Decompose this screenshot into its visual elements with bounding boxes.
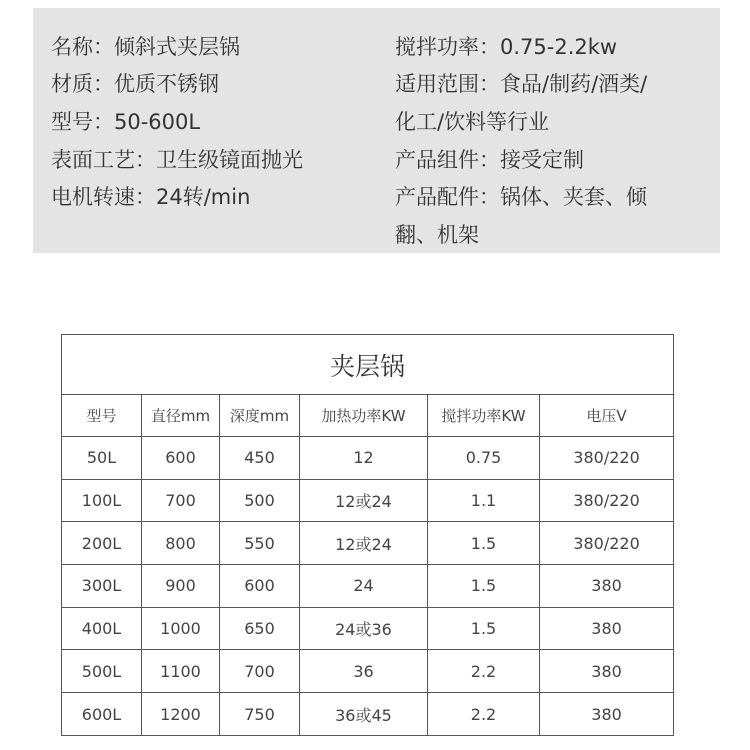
spec-accessories-line: 产品配件：锅体、夹套、倾 [395, 185, 647, 209]
cell-stir-power: 1.1 [428, 479, 540, 522]
column-header-model: 型号 [62, 395, 142, 437]
spec-application-line: 适用范围：食品/制药/酒类/ [395, 72, 648, 96]
column-header-depth: 深度mm [220, 395, 300, 437]
column-header-stir-power: 搅拌功率KW [428, 395, 540, 437]
cell-stir-power: 1.5 [428, 522, 540, 565]
spec-model-line: 型号：50-600L [51, 110, 201, 134]
cell-depth: 550 [220, 522, 300, 565]
column-header-heating-power: 加热功率KW [300, 395, 428, 437]
cell-diameter: 1100 [142, 650, 220, 693]
column-header-voltage: 电压V [540, 395, 674, 437]
spec-motor-speed-line: 电机转速：24转/min [51, 185, 251, 209]
table-row [62, 693, 674, 736]
cell-depth: 700 [220, 650, 300, 693]
cell-model: 600L [62, 693, 142, 736]
cell-heating-power: 24 [300, 564, 428, 607]
table-header-row [62, 395, 674, 437]
cell-stir-power: 1.5 [428, 607, 540, 650]
table-row [62, 650, 674, 693]
cell-model: 200L [62, 522, 142, 565]
cell-diameter: 600 [142, 436, 220, 479]
cell-voltage: 380 [540, 564, 674, 607]
table-title-row [62, 335, 674, 395]
cell-model: 50L [62, 436, 142, 479]
cell-heating-power: 12或24 [300, 522, 428, 565]
spec-surface-line: 表面工艺：卫生级镜面抛光 [51, 148, 303, 172]
cell-diameter: 1200 [142, 693, 220, 736]
cell-heating-power: 24或36 [300, 607, 428, 650]
cell-voltage: 380 [540, 693, 674, 736]
spec-application-line-cont: 化工/饮料等行业 [395, 110, 550, 134]
cell-depth: 450 [220, 436, 300, 479]
cell-stir-power: 1.5 [428, 564, 540, 607]
cell-model: 400L [62, 607, 142, 650]
cell-voltage: 380/220 [540, 522, 674, 565]
cell-voltage: 380 [540, 650, 674, 693]
cell-diameter: 700 [142, 479, 220, 522]
cell-heating-power: 36 [300, 650, 428, 693]
cell-depth: 500 [220, 479, 300, 522]
cell-heating-power: 36或45 [300, 693, 428, 736]
model-spec-table [61, 334, 674, 736]
cell-stir-power: 2.2 [428, 693, 540, 736]
cell-depth: 750 [220, 693, 300, 736]
cell-heating-power: 12 [300, 436, 428, 479]
cell-depth: 600 [220, 564, 300, 607]
spec-material-line: 材质：优质不锈钢 [51, 72, 219, 96]
table-row [62, 522, 674, 565]
spec-components-line: 产品组件：接受定制 [395, 148, 584, 172]
cell-diameter: 1000 [142, 607, 220, 650]
cell-model: 100L [62, 479, 142, 522]
cell-stir-power: 2.2 [428, 650, 540, 693]
table-row [62, 564, 674, 607]
cell-voltage: 380 [540, 607, 674, 650]
cell-model: 500L [62, 650, 142, 693]
cell-depth: 650 [220, 607, 300, 650]
spec-name-line: 名称：倾斜式夹层锅 [51, 35, 240, 59]
cell-voltage: 380/220 [540, 479, 674, 522]
table-row [62, 479, 674, 522]
cell-model: 300L [62, 564, 142, 607]
cell-diameter: 900 [142, 564, 220, 607]
table-title: 夹层锅 [62, 335, 674, 395]
cell-diameter: 800 [142, 522, 220, 565]
cell-heating-power: 12或24 [300, 479, 428, 522]
spec-panel [33, 8, 720, 253]
column-header-diameter: 直径mm [142, 395, 220, 437]
cell-voltage: 380/220 [540, 436, 674, 479]
spec-stir-power-line: 搅拌功率：0.75-2.2kw [395, 35, 618, 59]
table-row [62, 607, 674, 650]
cell-stir-power: 0.75 [428, 436, 540, 479]
spec-accessories-line-cont: 翻、机架 [395, 223, 479, 247]
table-row [62, 436, 674, 479]
